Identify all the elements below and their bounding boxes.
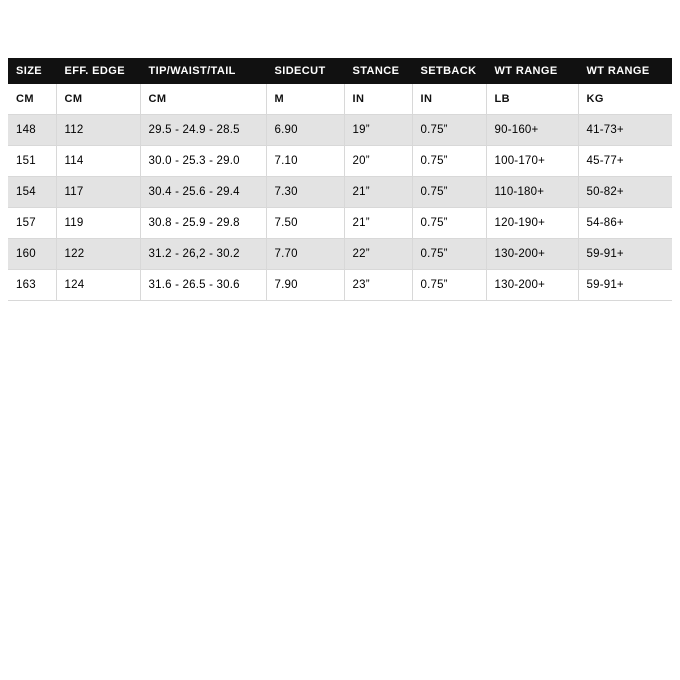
unit-tip-waist-tail: CM (140, 84, 266, 115)
cell-size: 151 (8, 146, 56, 177)
size-chart-container (0, 58, 680, 301)
cell-eff-edge: 119 (56, 208, 140, 239)
cell-sidecut: 6.90 (266, 115, 344, 146)
cell-size: 154 (8, 177, 56, 208)
unit-wt-range-kg: KG (578, 84, 672, 115)
unit-setback: IN (412, 84, 486, 115)
table-row (8, 208, 672, 239)
cell-eff-edge: 114 (56, 146, 140, 177)
column-header-wt-range-lb: WT RANGE (486, 58, 578, 84)
cell-setback: 0.75” (412, 115, 486, 146)
table-header (8, 58, 672, 84)
unit-sidecut: M (266, 84, 344, 115)
cell-setback: 0.75” (412, 146, 486, 177)
cell-wt-range-kg: 50-82+ (578, 177, 672, 208)
cell-stance: 23” (344, 270, 412, 301)
cell-tip-waist-tail: 30.0 - 25.3 - 29.0 (140, 146, 266, 177)
cell-wt-range-kg: 41-73+ (578, 115, 672, 146)
table-row (8, 146, 672, 177)
cell-sidecut: 7.10 (266, 146, 344, 177)
units-row (8, 84, 672, 115)
column-header-size: SIZE (8, 58, 56, 84)
cell-size: 163 (8, 270, 56, 301)
unit-wt-range-lb: LB (486, 84, 578, 115)
header-row (8, 58, 672, 84)
cell-wt-range-lb: 120-190+ (486, 208, 578, 239)
cell-wt-range-lb: 130-200+ (486, 239, 578, 270)
table-row (8, 270, 672, 301)
cell-setback: 0.75” (412, 239, 486, 270)
cell-tip-waist-tail: 30.8 - 25.9 - 29.8 (140, 208, 266, 239)
cell-setback: 0.75” (412, 270, 486, 301)
cell-tip-waist-tail: 31.2 - 26,2 - 30.2 (140, 239, 266, 270)
cell-size: 160 (8, 239, 56, 270)
unit-stance: IN (344, 84, 412, 115)
cell-wt-range-lb: 100-170+ (486, 146, 578, 177)
cell-stance: 21” (344, 208, 412, 239)
column-header-setback: SETBACK (412, 58, 486, 84)
table-row (8, 177, 672, 208)
cell-wt-range-lb: 90-160+ (486, 115, 578, 146)
table-row (8, 115, 672, 146)
unit-size: CM (8, 84, 56, 115)
cell-sidecut: 7.70 (266, 239, 344, 270)
cell-stance: 19” (344, 115, 412, 146)
table-row (8, 239, 672, 270)
cell-sidecut: 7.30 (266, 177, 344, 208)
cell-stance: 21” (344, 177, 412, 208)
cell-sidecut: 7.50 (266, 208, 344, 239)
unit-eff-edge: CM (56, 84, 140, 115)
cell-eff-edge: 117 (56, 177, 140, 208)
column-header-eff-edge: EFF. EDGE (56, 58, 140, 84)
cell-tip-waist-tail: 30.4 - 25.6 - 29.4 (140, 177, 266, 208)
cell-sidecut: 7.90 (266, 270, 344, 301)
cell-size: 148 (8, 115, 56, 146)
cell-wt-range-kg: 59-91+ (578, 239, 672, 270)
cell-setback: 0.75” (412, 208, 486, 239)
column-header-sidecut: SIDECUT (266, 58, 344, 84)
column-header-tip-waist-tail: TIP/WAIST/TAIL (140, 58, 266, 84)
cell-wt-range-lb: 130-200+ (486, 270, 578, 301)
cell-stance: 20” (344, 146, 412, 177)
column-header-wt-range-kg: WT RANGE (578, 58, 672, 84)
cell-tip-waist-tail: 31.6 - 26.5 - 30.6 (140, 270, 266, 301)
cell-wt-range-kg: 59-91+ (578, 270, 672, 301)
cell-size: 157 (8, 208, 56, 239)
cell-eff-edge: 124 (56, 270, 140, 301)
column-header-stance: STANCE (344, 58, 412, 84)
cell-stance: 22” (344, 239, 412, 270)
cell-wt-range-kg: 45-77+ (578, 146, 672, 177)
cell-wt-range-kg: 54-86+ (578, 208, 672, 239)
cell-setback: 0.75” (412, 177, 486, 208)
cell-eff-edge: 112 (56, 115, 140, 146)
cell-eff-edge: 122 (56, 239, 140, 270)
cell-wt-range-lb: 110-180+ (486, 177, 578, 208)
table-body (8, 84, 672, 301)
snowboard-size-chart (8, 58, 672, 301)
cell-tip-waist-tail: 29.5 - 24.9 - 28.5 (140, 115, 266, 146)
